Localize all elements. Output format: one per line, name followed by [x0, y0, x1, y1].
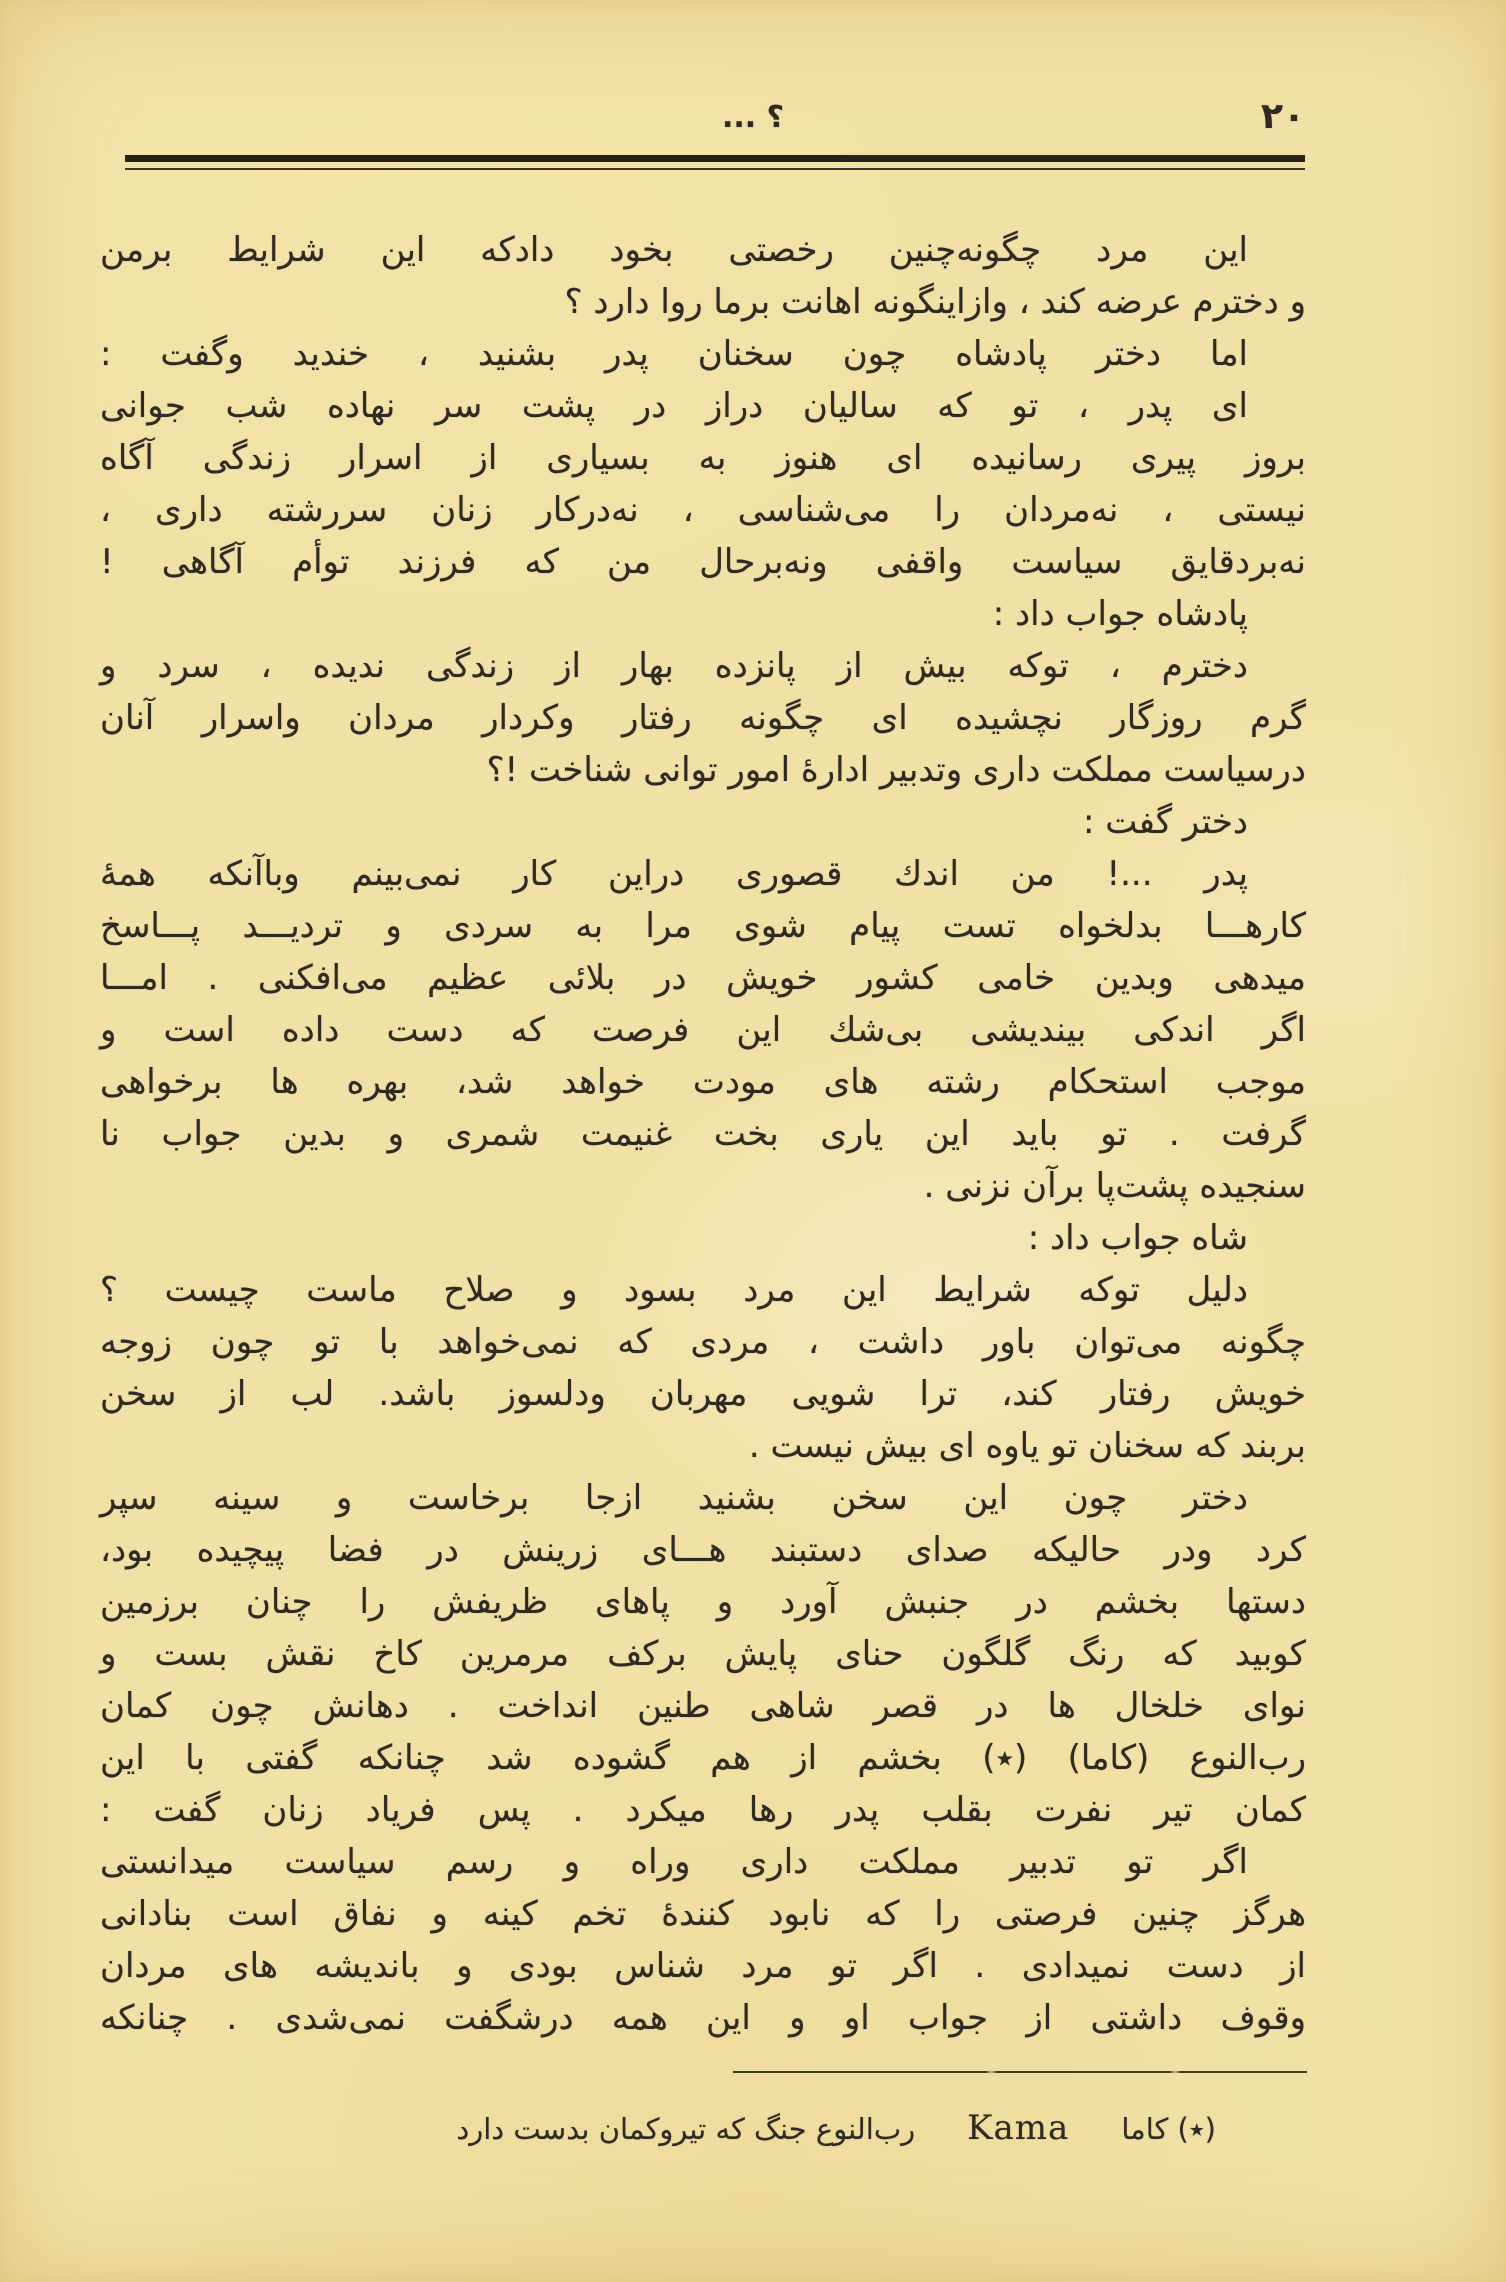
header-double-rule: [125, 155, 1305, 170]
text-line: از دست نمیدادی . اگر تو مرد شناس بودی و باندیشه های مردان: [100, 1946, 1306, 1986]
text-line: اگر اندکی بیندیشی بی‌شك این فرصت که دست داده است و: [100, 1010, 1306, 1050]
text-line: پدر ...! من اندك قصوری دراین کار نمی‌بینم وباآنکه همهٔ: [100, 854, 1248, 894]
text-line: دستها بخشم در جنبش آورد و پاهای ظریفش را چنان برزمین: [100, 1582, 1306, 1622]
text-line: بروز پیری رسانیده ای هنوز به بسیاری از اسرار زندگی آگاه: [100, 438, 1306, 478]
text-line: وقوف داشتی از جواب او و این همه درشگفت نمی‌شدی . چنانکه: [100, 1998, 1306, 2038]
text-line: دلیل توکه شرایط این مرد بسود و صلاح ماست چیست ؟: [100, 1270, 1248, 1310]
text-line: اما دختر پادشاه چون سخنان پدر بشنید ، خندید وگفت :: [100, 334, 1248, 374]
text-line: کمان تیر نفرت بقلب پدر رها میکرد . پس فریاد زنان گفت :: [100, 1790, 1306, 1830]
text-line: و دخترم عرضه کند ، وازاینگونه اهانت برما روا دارد ؟: [564, 282, 1306, 322]
text-line: خویش رفتار کند، ترا شویی مهربان ودلسوز باشد. لب از سخن: [100, 1374, 1306, 1414]
text-line: کوبید که رنگ گلگون حنای پایش برکف مرمرین کاخ نقش بست و: [100, 1634, 1306, 1674]
text-line: چگونه می‌توان باور داشت ، مردی که نمی‌خواهد با تو چون زوجه: [100, 1322, 1306, 1362]
text-line: ای پدر ، تو که سالیان دراز در پشت سر نهاده شب جوانی: [100, 386, 1248, 426]
text-line: اگر تو تدبیر مملکت داری وراه و رسم سیاست میدانستی: [100, 1842, 1248, 1882]
footnote-rule: [733, 2071, 1307, 2073]
footnote: [456, 2108, 1216, 2148]
text-line: کرد ودر حالیکه صدای دستبند هـــای زرینش در فضا پیچیده بود،: [100, 1530, 1306, 1570]
text-line: دخترم ، توکه بیش از پانزده بهار از زندگی ندیده ، سرد و: [100, 646, 1248, 686]
text-line: سنجیده پشت‌پا برآن نزنی .: [923, 1166, 1306, 1206]
text-line: دختر چون این سخن بشنید ازجا برخاست و سینه سپر: [100, 1478, 1248, 1518]
text-line: شاه جواب داد :: [1027, 1218, 1248, 1258]
footnote-text: رب‌النوع جنگ که تیروکمان بدست دارد: [456, 2112, 916, 2146]
page-number: ۲۰: [1261, 96, 1305, 137]
text-line: بربند که سخنان تو یاوه ای بیش نیست .: [748, 1426, 1306, 1466]
text-line: میدهی وبدین خامی کشور خویش در بلائی عظیم می‌افکنی . امـــا: [100, 958, 1306, 998]
text-line: این مرد چگونه‌چنین رخصتی بخود دادکه این شرایط برمن: [100, 230, 1248, 270]
text-line: دختر گفت :: [1082, 802, 1248, 842]
running-head-mark: ؟ ...: [721, 100, 785, 135]
text-line: پادشاه جواب داد :: [992, 594, 1248, 634]
text-line: کارهـــا بدلخواه تست پیام شوی مرا به سردی و تردیـــد پـــاسخ: [100, 906, 1306, 946]
text-line: هرگز چنین فرصتی را که نابود کنندهٔ تخم کینه و نفاق است بنادانی: [100, 1894, 1306, 1934]
text-line: نیستی ، نه‌مردان را می‌شناسی ، نه‌درکار زنان سررشته داری ،: [100, 490, 1306, 530]
text-line: موجب استحکام رشته های مودت خواهد شد، بهره ها برخواهی: [100, 1062, 1306, 1102]
body-text: [100, 224, 1306, 2044]
text-line: نوای خلخال ها در قصر شاهی طنین انداخت . دهانش چون کمان: [100, 1686, 1306, 1726]
text-line: درسیاست مملکت داری وتدبیر ادارهٔ امور توانی شناخت !؟: [486, 750, 1306, 790]
text-line: نه‌بردقایق سیاست واقفی ونه‌برحال من که فرزند توأم آگاهی !: [100, 542, 1306, 582]
footnote-marker: (٭) کاما: [1121, 2112, 1216, 2146]
text-line: گرم روزگار نچشیده ای چگونه رفتار وکردار مردان واسرار آنان: [100, 698, 1306, 738]
text-line: گرفت . تو باید این یاری بخت غنیمت شمری و بدین جواب نا: [100, 1114, 1306, 1154]
text-line: رب‌النوع (کاما) (٭) بخشم از هم گشوده شد چنانکه گفتی با این: [100, 1738, 1306, 1778]
footnote-latin-term: Kama: [967, 2108, 1070, 2148]
